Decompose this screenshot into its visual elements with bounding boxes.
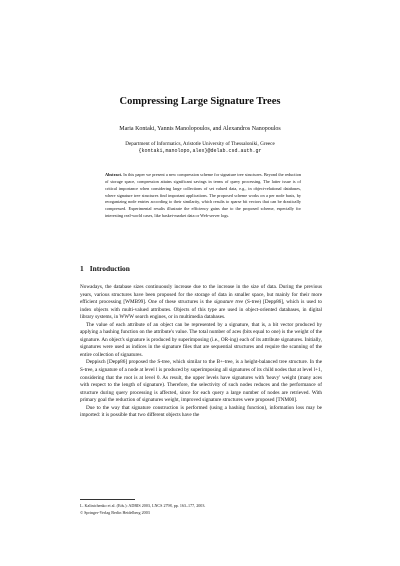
- abstract: [105, 172, 301, 220]
- page-footer: [80, 503, 205, 516]
- section-title: Introduction: [89, 264, 130, 273]
- paper-authors: Maria Kontaki, Yannis Manolopoulos, and Alexandros Nanopoulos: [119, 126, 281, 132]
- abstract-label: Abstract.: [105, 172, 123, 177]
- paragraph-1: [80, 284, 322, 322]
- signature-tree-term: signature tree: [213, 299, 244, 306]
- abstract-text: In this paper we present a new compression scheme for signature tree structures. Beyond the reduction of storage space, compression attains significant savings in terms of query processing. The latter issue is of critical importance when considering large collections of set valued data, e.g., in object-relational databases, where signature tree structures find important applications. The proposed scheme works on a per node basis, by reorganizing node entries according to their similarity, which results to sparse bit vectors that can be drastically compressed. Experimental results illustrate the efficiency gains due to the proposed scheme, especially for interesting real-world cases, like basket-market data or Web-server logs.: [105, 172, 301, 219]
- footer-copyright: © Springer-Verlag Berlin Heidelberg 2003: [80, 509, 150, 515]
- author-affiliation-block: [0, 141, 400, 155]
- paragraph-4: Due to the way that signature construction is performed (using a hashing function), information loss may be imported: it is possible that two different objects have the: [80, 404, 322, 419]
- paragraph-3: Deppisch [Depp86] proposed the S-tree, which similar to the B+-tree, is a height-balanced tree structure. In the S-tree, a signature of a node at level l is produced by superimposing all signatures of its child nodes that at level l+1, considering that the root is at level 0. As result, the upper levels have signatures with 'heavy' weight (many aces with respect to the length of signature). Therefore, the selectivity of such nodes reduces and the performance of structure during query processing is affected, since for each query a large number of nodes are retrieved. With primary goal the reduction of signatures weight, improved signature structures were proposed [TNM00].: [80, 359, 322, 404]
- author-emails: {kontaki,manolopo,alex}@delab.csd.auth.gr: [138, 148, 262, 154]
- section-number: 1: [80, 264, 84, 273]
- paragraph-1-part-b: (S-tree) [Depp86], which is used to index objects with multi-valued attributes. Objects of this type are used in object-oriented databases, in digital library systems, in WWW search engines, or in multimedia databases.: [80, 299, 323, 321]
- paragraph-1-part-a: Nowadays, the database sizes continuously increase due to the increase in the size of data. During the previous years, various structures have been proposed for the storage of data in smaller space, but mainly for their more efficient processing [WMB99]. One of these structures is the: [80, 284, 322, 306]
- affiliation-line: Department of Informatics, Aristotle University of Thessaloniki, Greece: [125, 141, 275, 147]
- introduction-body: [80, 284, 322, 420]
- section-heading-introduction: [80, 264, 130, 273]
- paragraph-2: The value of each attribute of an object can be represented by a signature, that is, a bit vector produced by applying a hashing function on the attribute's value. The total number of aces (bits equal to one) is the weight of the signature. An object's signature is produced by superimposing (i.e., OR-ing) each of its attribute signatures. Initially, signatures were used as indices in the signature files that are sequential structures and require the scanning of the entire collection of signatures.: [80, 321, 322, 358]
- footer-citation: L. Kalinichenko et al. (Eds.): ADBIS 2003, LNCS 2798, pp. 163–177, 2003.: [80, 503, 206, 508]
- paper-title: Compressing Large Signature Trees: [119, 96, 281, 107]
- footer-divider: [80, 499, 135, 500]
